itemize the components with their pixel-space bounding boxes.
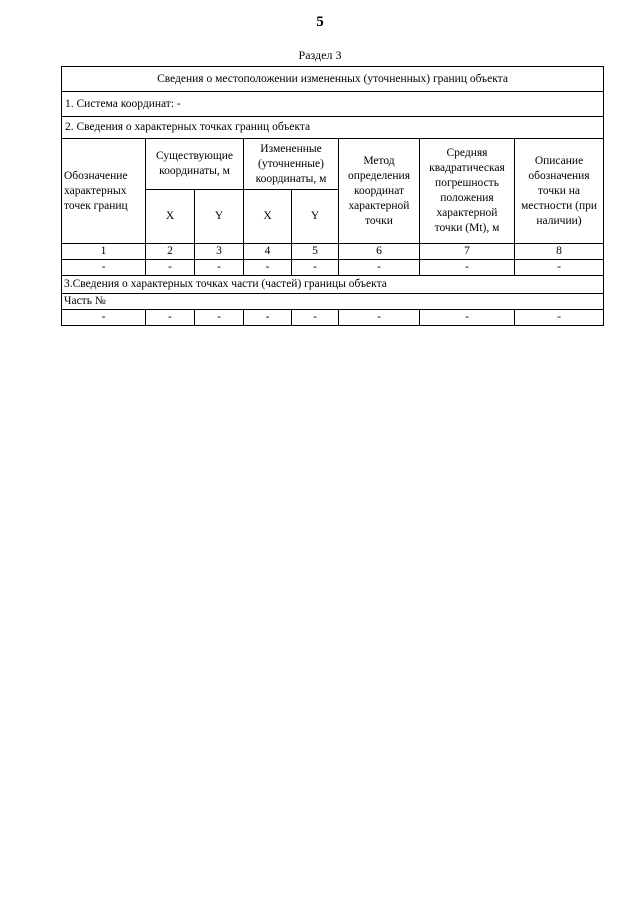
header-error: Средняя квадратическая погрешность положения характерной точки (Mt), м	[420, 139, 515, 244]
table-cell: -	[515, 260, 604, 276]
header-existing-coords: Существующие координаты, м	[146, 139, 244, 190]
header-x-existing: X	[146, 190, 195, 244]
page-number: 5	[316, 14, 324, 30]
table-cell: -	[515, 310, 604, 326]
table-cell: -	[146, 310, 195, 326]
points-heading: 2. Сведения о характерных точках границ объекта	[62, 117, 604, 139]
section-title: Раздел 3	[298, 48, 342, 62]
header-changed-coords: Измененные (уточненные) координаты, м	[244, 139, 339, 190]
column-number: 7	[420, 244, 515, 260]
column-number: 4	[244, 244, 292, 260]
column-number: 5	[292, 244, 339, 260]
part-heading: 3.Сведения о характерных точках части (частей) границы объекта	[62, 276, 604, 294]
header-designation: Обозначение характерных точек границ	[62, 139, 146, 244]
column-number: 8	[515, 244, 604, 260]
column-number-row	[62, 244, 604, 260]
table-cell: -	[420, 310, 515, 326]
coord-system: 1. Система координат: -	[62, 92, 604, 117]
table-row	[62, 260, 604, 276]
table-cell: -	[339, 310, 420, 326]
table-cell: -	[292, 310, 339, 326]
table-cell: -	[244, 310, 292, 326]
table-cell: -	[62, 260, 146, 276]
table-cell: -	[62, 310, 146, 326]
table-cell: -	[339, 260, 420, 276]
table-cell: -	[195, 260, 244, 276]
table-row	[62, 310, 604, 326]
table-cell: -	[146, 260, 195, 276]
column-number: 1	[62, 244, 146, 260]
header-description: Описание обозначения точки на местности (при наличии)	[515, 139, 604, 244]
table-cell: -	[195, 310, 244, 326]
column-number: 3	[195, 244, 244, 260]
table-cell: -	[292, 260, 339, 276]
header-y-existing: Y	[195, 190, 244, 244]
column-number: 2	[146, 244, 195, 260]
table-title: Сведения о местоположении измененных (уточненных) границ объекта	[62, 67, 604, 92]
column-number: 6	[339, 244, 420, 260]
boundary-table	[61, 66, 604, 326]
part-label: Часть №	[62, 294, 604, 310]
table-cell: -	[420, 260, 515, 276]
header-x-changed: X	[244, 190, 292, 244]
header-method: Метод определения координат характерной точки	[339, 139, 420, 244]
header-y-changed: Y	[292, 190, 339, 244]
table-cell: -	[244, 260, 292, 276]
